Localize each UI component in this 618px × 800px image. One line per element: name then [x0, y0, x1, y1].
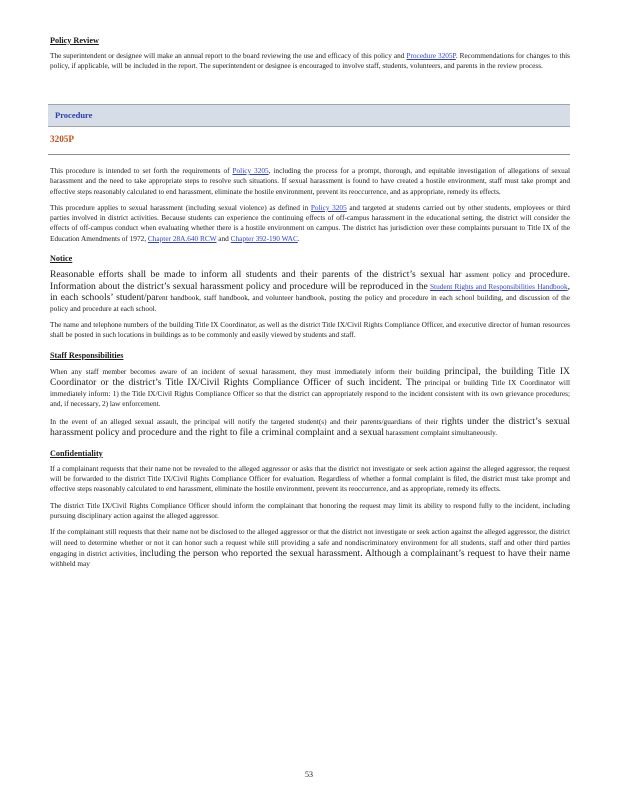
staff-text-small-2: principal or building Title IX Coordinator will immediately inform: 1) the Title IX/Civil Rights Compliance Officer so that the district can appropriately respond to the incident consistent with its own grievance procedures; and, if necessary, 2) law enforcement. — [50, 378, 570, 409]
policy-review-heading: Policy Review — [50, 36, 99, 45]
page-number: 53 — [305, 770, 313, 779]
policy-3205-link-2[interactable]: Policy 3205 — [310, 202, 347, 212]
wac-chapter-link[interactable]: Chapter 392-190 WAC — [230, 233, 298, 243]
intro-p1-text-a: This procedure is intended to set forth the requirements of — [50, 166, 230, 175]
intro-paragraph-1 — [50, 166, 570, 197]
procedure-banner — [48, 104, 570, 127]
notice-heading: Notice — [50, 254, 73, 264]
intro-p2-end: . — [297, 233, 300, 243]
staff-text-big-1: principal, the building Title IX Coordinator or the district’s Title IX/Civil Rights Compliance Officer of such incident. The — [50, 365, 570, 389]
student-handbook-link[interactable]: Student Rights and Responsibilities Handbook — [429, 281, 568, 291]
notice-paragraph-2: The name and telephone numbers of the building Title IX Coordinator, as well as the district Title IX/Civil Rights Compliance Officer, and executive director of human resources shall be posted in such locations in buildings as to be commonly and easily viewed by students and staff. — [50, 320, 570, 340]
notice-text-small-2: ent handbook, staff handbook, and volunteer handbook, posting the policy and procedure in each school building, and discussion of the policy and procedure at each school. — [50, 293, 570, 313]
policy-review-text-1: The superintendent or designee will make an annual report to the board reviewing the use and efficacy of this policy and — [50, 51, 405, 60]
staff-text-small-3: In the event of an alleged sexual assault, the principal will notify the targeted student(s) and their parents/guardians of their — [50, 416, 439, 426]
staff-responsibilities-heading: Staff Responsibilities — [50, 350, 124, 360]
notice-text-big-2: procedure. Information about the district’s sexual harassment policy and procedure will be reproduced in the — [50, 269, 570, 292]
confidentiality-text-small-1: If the complainant still requests that their name not be disclosed to the alleged aggressor or that the district not investigate or seek action against the alleged aggressor, the district will need to determine whether or not it can honor such a request while still providing a safe and nondiscriminatory environment for all students, staff and other third parties engaging in district activities, — [50, 527, 570, 558]
intro-paragraph-2 — [50, 203, 570, 244]
notice-text-small-1: assment policy and — [465, 270, 526, 280]
procedure-body — [50, 166, 570, 576]
notice-paragraph-1 — [50, 269, 570, 314]
notice-text-big-1: Reasonable efforts shall be made to inform all students and their parents of the district’s sexual har — [50, 269, 462, 281]
staff-paragraph-2 — [50, 416, 570, 439]
divider — [48, 154, 570, 155]
staff-paragraph-1 — [50, 366, 570, 410]
confidentiality-paragraph-2: The district Title IX/Civil Rights Compliance Officer should inform the complainant that honoring the request may limit its ability to respond fully to the incident, including pursuing disciplinary action against the alleged aggressor. — [50, 500, 570, 520]
confidentiality-text-small-2: withheld may — [50, 559, 90, 569]
staff-text-small-1: When any staff member becomes aware of an incident of sexual harassment, they must immediately inform their building — [50, 366, 441, 376]
rcw-chapter-link[interactable]: Chapter 28A.640 RCW — [147, 233, 217, 243]
confidentiality-heading: Confidentiality — [50, 448, 103, 458]
page-body — [50, 36, 570, 78]
intro-p2-and: and — [218, 233, 229, 243]
procedure-number: 3205P — [50, 134, 74, 144]
confidentiality-text-big-1: including the person who reported the sexual harassment. Although a complainant’s request to have their name — [139, 547, 570, 559]
policy-review-paragraph — [50, 51, 570, 72]
confidentiality-paragraph-3 — [50, 527, 570, 569]
policy-review-text-2: . Recommendations for changes to this policy, if applicable, will be included in the report. The superintendent or designee is encouraged to involve staff, students, volunteers, and parents in the review process. — [50, 51, 571, 71]
confidentiality-paragraph-1: If a complainant requests that their name not be revealed to the alleged aggressor or asks that the district not investigate or seek action against the alleged aggressor, the request will be forwarded to the district Title IX/Civil Rights Compliance Officer for evaluation. Regardless of whether a formal complaint is filed, the district must take prompt and effective steps reasonably calculated to end harassment, eliminate the hostile environment, prevent its reoccurrence, and as appropriate, remedy its effects. — [50, 463, 570, 494]
policy-review-section — [50, 36, 570, 72]
staff-text-big-2: rights under the district’s sexual harassment policy and procedure and the right to file a criminal complaint and a sexual — [50, 415, 570, 439]
policy-3205-link[interactable]: Policy 3205 — [232, 166, 269, 175]
intro-p1-text-b: , including the process for a prompt, thorough, and equitable investigation of allegations of sexual harassment and the need to take appropriate steps to resolve such situations. If sexual harassment is found to have created a hostile environment, staff must take prompt and effective steps reasonably calculated to end harassment, eliminate the hostile environment, prevent its reoccurrence, and as appropriate, remedy its effects. — [50, 166, 570, 196]
procedure-3205p-link[interactable]: Procedure 3205P — [406, 51, 456, 60]
procedure-banner-label: Procedure — [55, 110, 93, 120]
staff-text-small-4: harassment complaint simultaneously. — [385, 428, 498, 438]
notice-text-big-3: , in each schools’ student/par — [50, 280, 570, 304]
intro-p2-text-b: and targeted at students carried out by other students, employees or third parties involved in district activities. Because students can experience the continuing effects of off-campus harassment in the educational setting, the district will consider the effects of off-campus conduct when evaluating whether there is a hostile environment on campus. The district has jurisdiction over these complaints pursuant to Title IX of the Education Amendments of 1972, — [50, 202, 570, 243]
intro-p2-text-a: This procedure applies to sexual harassment (including sexual violence) as defined in — [50, 202, 309, 212]
